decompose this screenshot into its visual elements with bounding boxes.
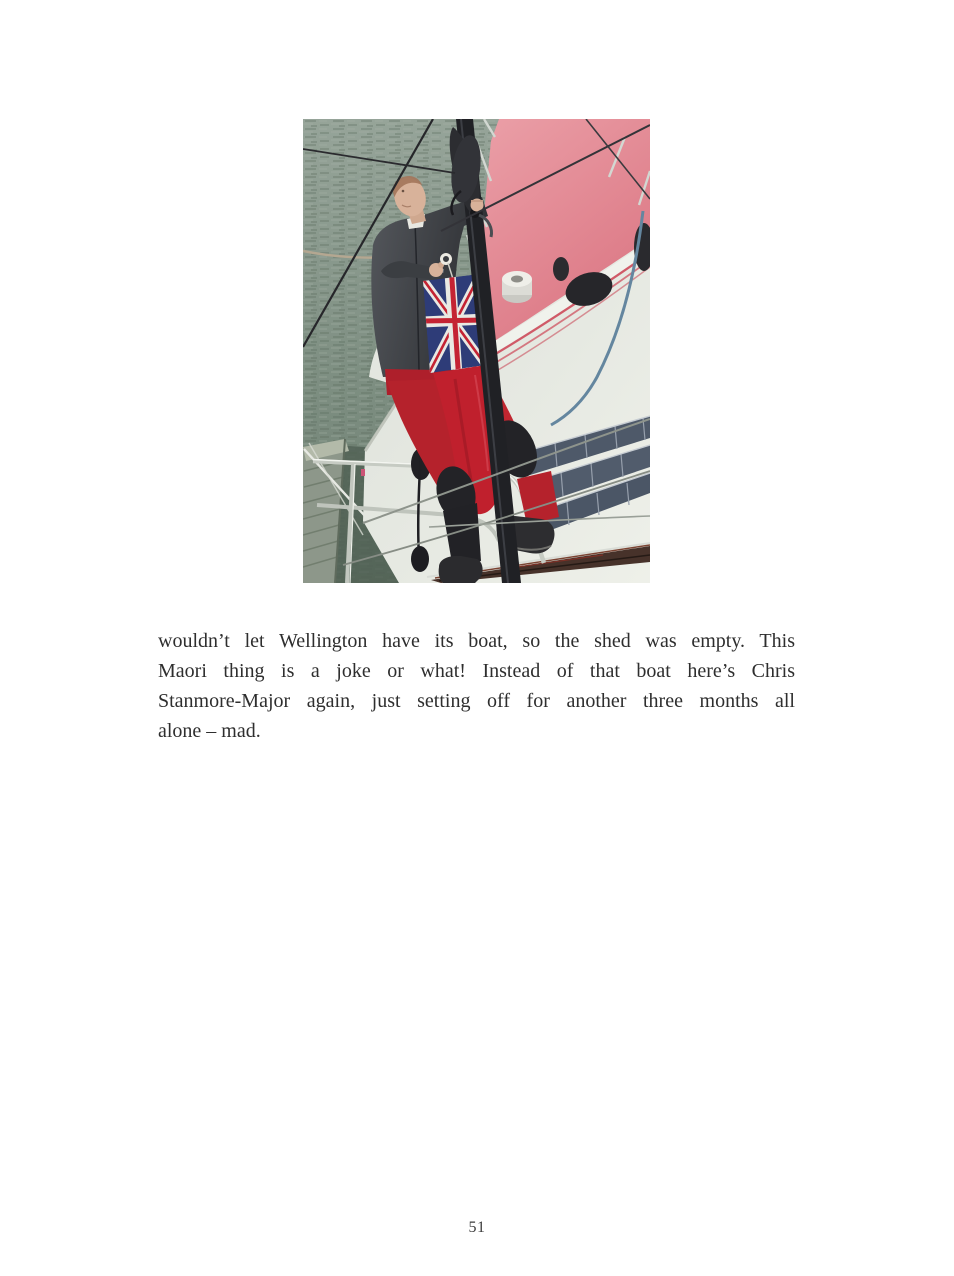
paragraph-line: Stanmore-Major again, just setting off for another three months all bbox=[158, 690, 795, 712]
paragraph bbox=[158, 626, 795, 746]
page-number: 51 bbox=[468, 1219, 486, 1236]
paragraph-line: alone – mad. bbox=[158, 720, 261, 742]
boat-photo bbox=[303, 119, 650, 583]
winch bbox=[502, 271, 532, 303]
boat-photo-illustration bbox=[303, 119, 650, 583]
paragraph-line: Maori thing is a joke or what! Instead of that boat here’s Chris bbox=[158, 660, 795, 682]
paragraph-line: wouldn’t let Wellington have its boat, so the shed was empty. This bbox=[158, 630, 795, 652]
